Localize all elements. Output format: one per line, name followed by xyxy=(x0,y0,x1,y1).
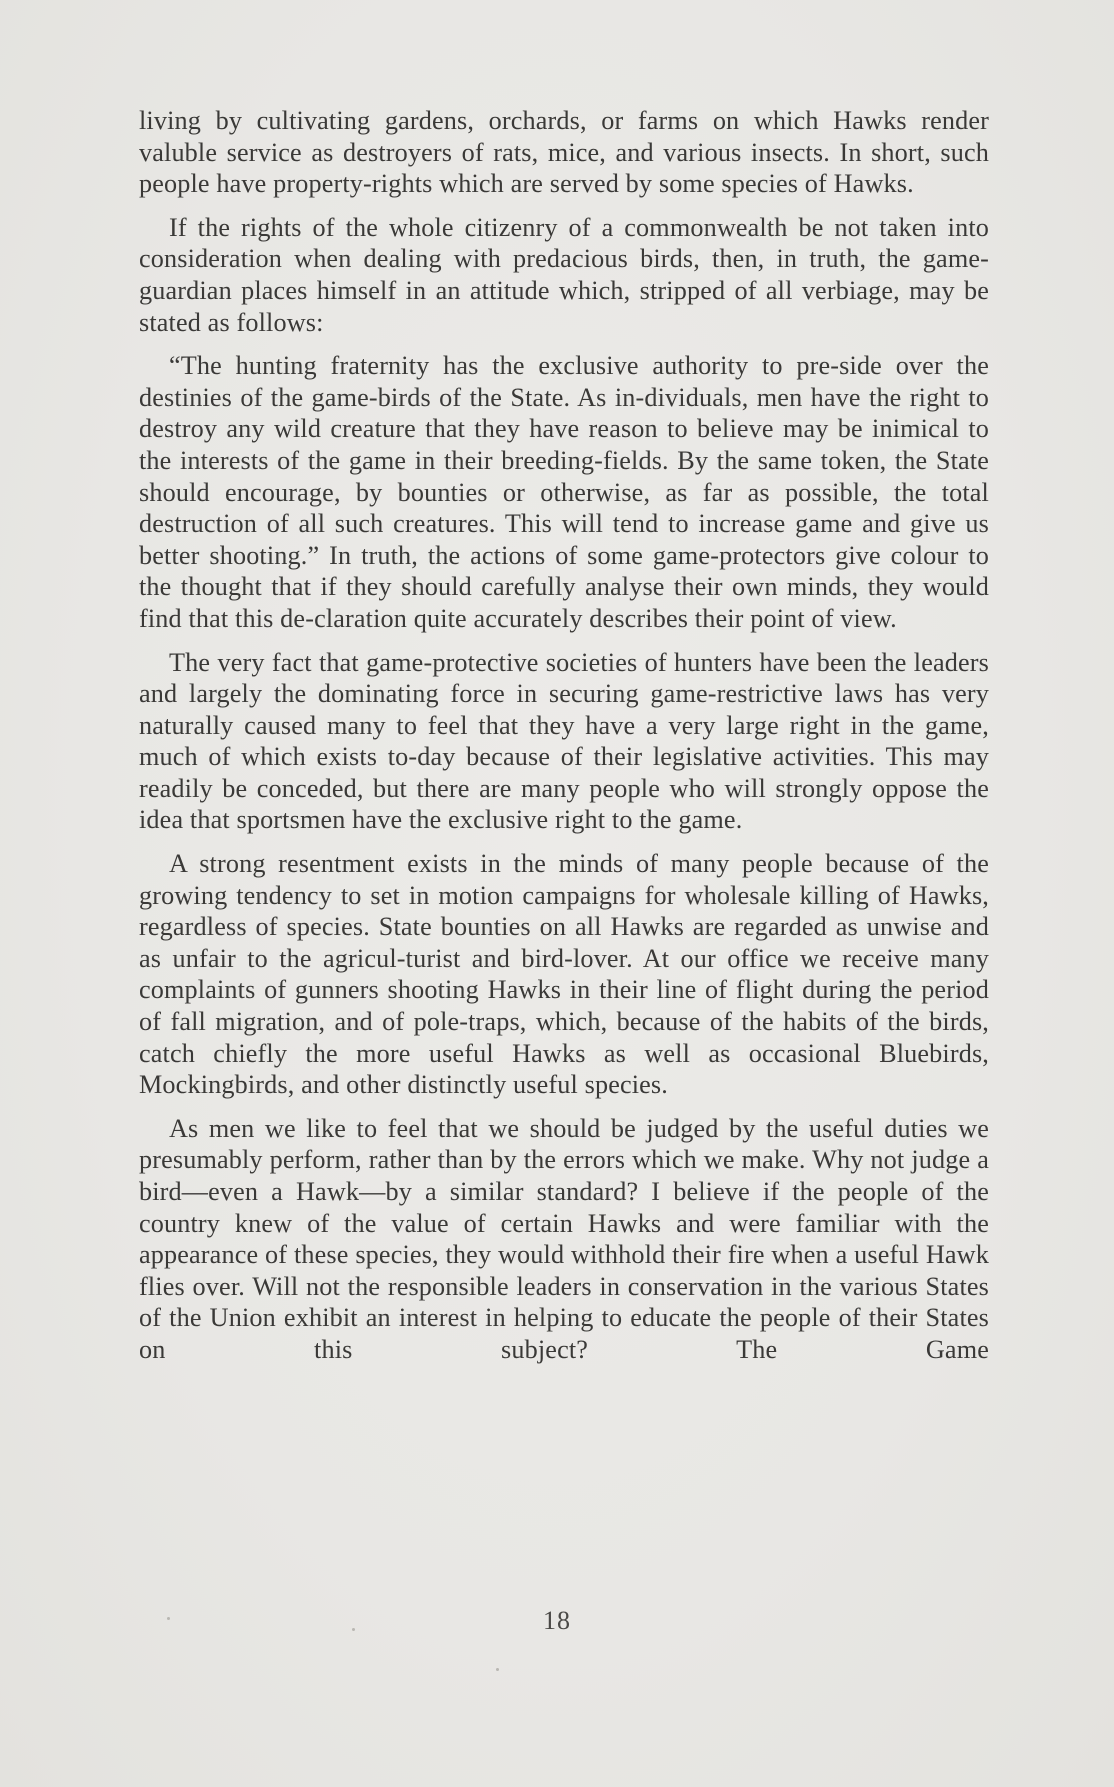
paragraph-hunting-fraternity-quote: “The hunting fraternity has the exclusive authority to pre-side over the destinies of the game-birds of the State. As in-dividuals, men have the right to destroy any wild creature that they have reason to believe may be inimical to the interests of the game in their breeding-fields. By the same token, the State should encourage, by bounties or otherwise, as far as possible, the total destruction of all such creatures. This will tend to increase game and give us better shooting.” In truth, the actions of some game-protectors give colour to the thought that if they should carefully analyse their own minds, they would find that this de-claration quite accurately describes their point of view. xyxy=(139,351,989,633)
paper-speck xyxy=(167,1617,170,1620)
page-number: 18 xyxy=(543,1606,571,1635)
paragraph-strong-resentment: A strong resentment exists in the minds of many people because of the growing tendency to set in motion campaigns for wholesale killing of Hawks, regardless of species. State bounties on all Hawks are regarded as unwise and as unfair to the agricul-turist and bird-lover. At our office we receive many complaints of gunners shooting Hawks in their line of flight during the period of fall migration, and of pole-traps, which, because of the habits of the birds, catch chiefly the more useful Hawks as well as occasional Bluebirds, Mockingbirds, and other distinctly useful species. xyxy=(139,849,989,1100)
body-text xyxy=(139,105,989,1378)
paragraph-judge-a-bird: As men we like to feel that we should be judged by the useful duties we presumably perform, rather than by the errors which we make. Why not judge a bird—even a Hawk—by a similar standard? I believe if the people of the country knew of the value of certain Hawks and were familiar with the appearance of these species, they would withhold their fire when a useful Hawk flies over. Will not the responsible leaders in conservation in the various States of the Union exhibit an interest in helping to educate the people of their States on this subject? The Game xyxy=(139,1113,989,1364)
paragraph-continuation: living by cultivating gardens, orchards, or farms on which Hawks render valuble service as destroyers of rats, mice, and various insects. In short, such people have property-rights which are served by some species of Hawks. xyxy=(139,106,989,199)
paper-speck xyxy=(496,1668,499,1671)
paper-speck xyxy=(352,1628,355,1631)
paragraph-game-protective-societies: The very fact that game-protective societies of hunters have been the leaders and largely the dominating force in securing game-restrictive laws has very naturally caused many to feel that they have a very large right in the game, much of which exists to-day because of their legislative activities. This may readily be conceded, but there are many people who will strongly oppose the idea that sportsmen have the exclusive right to the game. xyxy=(139,647,989,835)
paragraph-citizenry-rights: If the rights of the whole citizenry of a commonwealth be not taken into consideration when dealing with predacious birds, then, in truth, the game-guardian places himself in an attitude which, stripped of all verbiage, may be stated as follows: xyxy=(139,212,989,337)
